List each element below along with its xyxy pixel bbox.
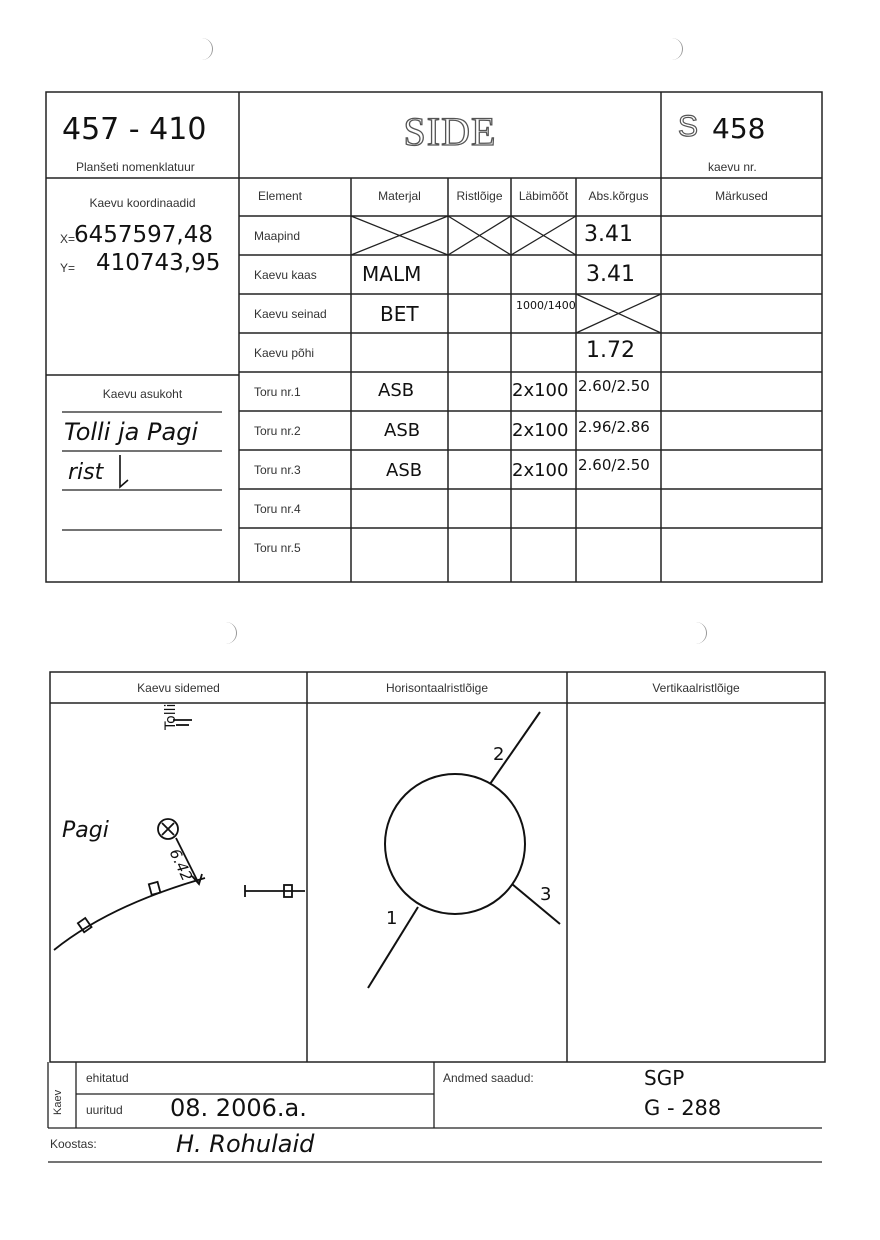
manhole-label: kaevu nr. xyxy=(708,160,757,174)
uuritud-label: uuritud xyxy=(86,1103,123,1117)
x-coordinate: 6457597,48 xyxy=(74,222,214,248)
location-title: Kaevu asukoht xyxy=(102,387,183,401)
cell-labimoot: 2x100 xyxy=(512,420,569,441)
cell-labimoot: 1000/1400 xyxy=(516,299,576,312)
header-horisontaalristloige: Horisontaalristlõige xyxy=(385,681,489,695)
location-line-2: rist xyxy=(68,460,104,485)
sketch-street-tolli: Tolli xyxy=(163,703,179,730)
pipe-number-2: 2 xyxy=(493,744,505,765)
cell-materjal: ASB xyxy=(386,460,423,481)
manhole-number: 458 xyxy=(712,112,766,145)
andmed-value-number: G - 288 xyxy=(644,1096,722,1120)
cell-materjal: ASB xyxy=(378,380,415,401)
cell-materjal: MALM xyxy=(362,262,422,286)
pipe-number-1: 1 xyxy=(386,908,398,929)
location-line-1: Tolli ja Pagi xyxy=(64,418,199,446)
row-element-label: Toru nr.1 xyxy=(254,385,301,399)
cell-abs-korgus: 2.60/2.50 xyxy=(578,377,650,395)
row-element-label: Kaevu kaas xyxy=(254,268,317,282)
row-element-label: Maapind xyxy=(254,229,301,243)
header-element: Element xyxy=(257,189,303,203)
x-label: X= xyxy=(60,232,76,246)
uuritud-value: 08. 2006.a. xyxy=(170,1094,307,1122)
koostas-label: Koostas: xyxy=(50,1137,97,1151)
sketch-distance: 6.42 xyxy=(165,846,197,884)
header-materjal: Materjal xyxy=(378,189,421,203)
cell-abs-korgus: 3.41 xyxy=(584,222,633,247)
row-element-label: Toru nr.5 xyxy=(254,541,301,555)
header-kaevu-sidemed: Kaevu sidemed xyxy=(137,681,220,695)
cell-materjal: ASB xyxy=(384,420,421,441)
row-element-label: Toru nr.3 xyxy=(254,463,301,477)
cell-labimoot: 2x100 xyxy=(512,380,569,401)
andmed-label: Andmed saadud: xyxy=(443,1071,534,1085)
nomenclature-label: Planšeti nomenklatuur xyxy=(76,160,195,174)
y-label: Y= xyxy=(60,261,76,275)
sketch-street-pagi: Pagi xyxy=(62,818,109,843)
koostas-value: H. Rohulaid xyxy=(176,1130,315,1158)
andmed-value-source: SGP xyxy=(644,1066,685,1090)
header-vertikaalristloige: Vertikaalristlõige xyxy=(652,681,740,695)
y-coordinate: 410743,95 xyxy=(96,250,221,276)
header-abs-korgus: Abs.kõrgus xyxy=(588,189,649,203)
row-element-label: Kaevu põhi xyxy=(254,346,315,360)
coords-title: Kaevu koordinaadid xyxy=(89,196,196,210)
kaev-label: Kaev xyxy=(52,1089,64,1115)
header-ristloige: Ristlõige xyxy=(456,189,503,203)
header-labimoot: Läbimõõt xyxy=(518,189,569,203)
row-element-label: Kaevu seinad xyxy=(254,307,327,321)
nomenclature-value: 457 - 410 xyxy=(62,112,207,147)
cell-abs-korgus: 2.96/2.86 xyxy=(578,418,650,436)
cell-abs-korgus: 2.60/2.50 xyxy=(578,456,650,474)
cell-materjal: BET xyxy=(380,302,419,326)
row-element-label: Toru nr.2 xyxy=(254,424,301,438)
cell-labimoot: 2x100 xyxy=(512,460,569,481)
ehitatud-label: ehitatud xyxy=(86,1071,129,1085)
manhole-prefix: S xyxy=(678,110,699,143)
header-markused: Märkused xyxy=(715,189,768,203)
side-title: SIDE xyxy=(403,109,497,154)
cell-abs-korgus: 1.72 xyxy=(586,338,635,363)
row-element-label: Toru nr.4 xyxy=(254,502,301,516)
pipe-number-3: 3 xyxy=(540,884,552,905)
cell-abs-korgus: 3.41 xyxy=(586,262,635,287)
